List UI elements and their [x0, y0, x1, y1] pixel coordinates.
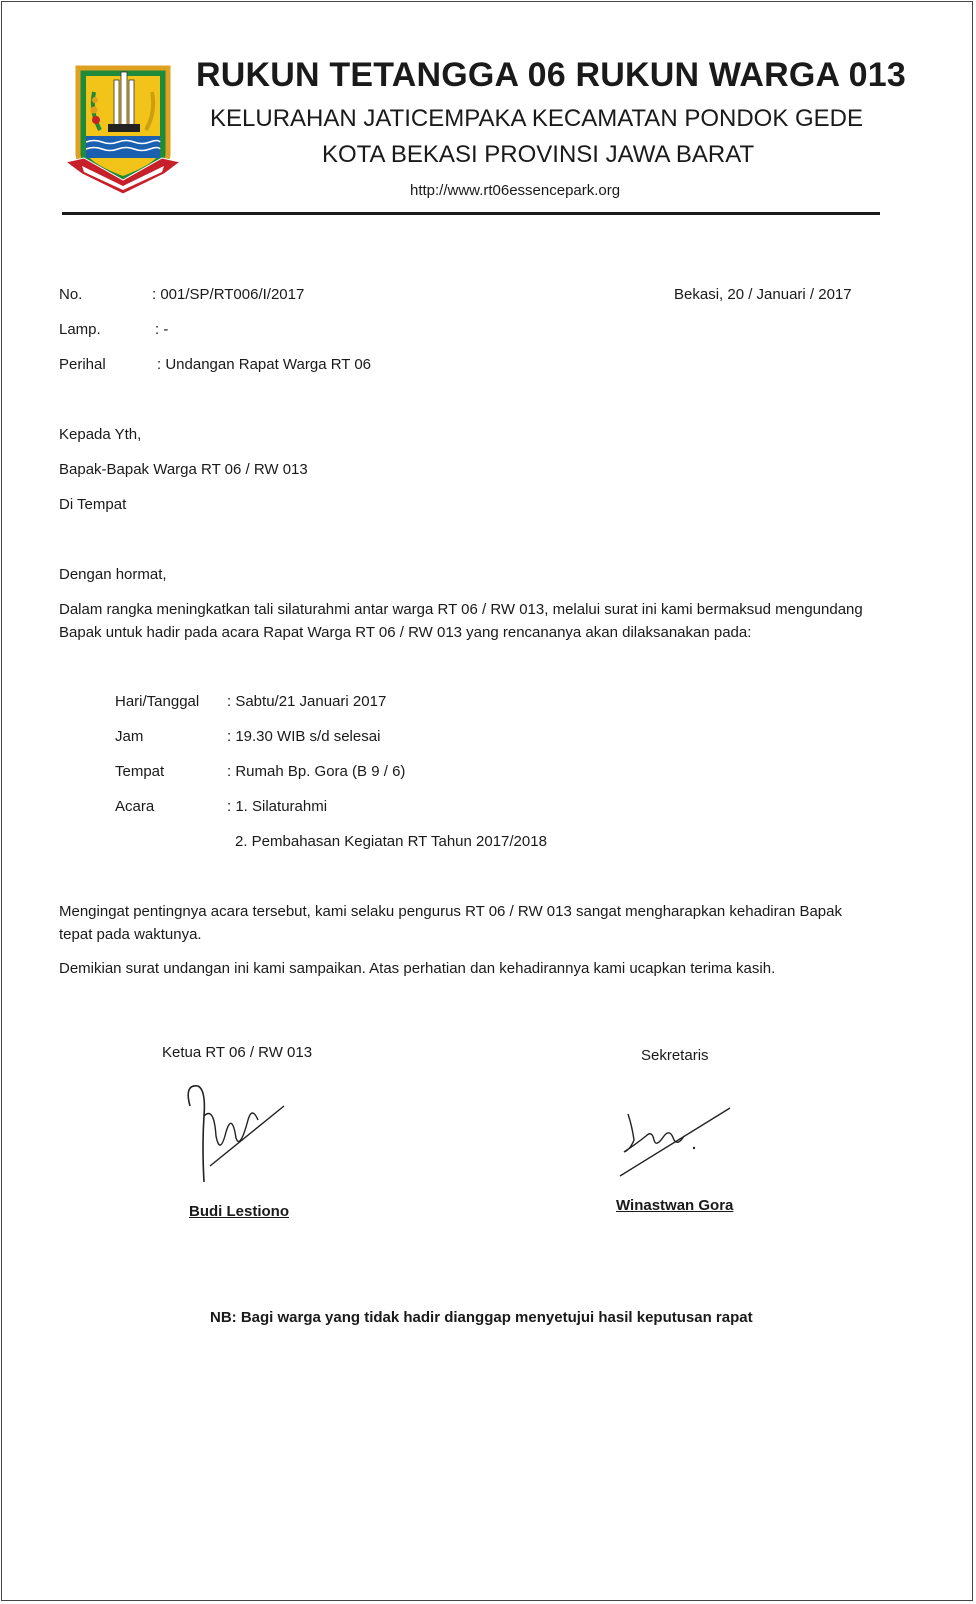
letter-date: Bekasi, 20 / Januari / 2017 [674, 286, 852, 303]
header-subtitle-kelurahan: KELURAHAN JATICEMPAKA KECAMATAN PONDOK GEDE [210, 105, 864, 132]
closing-1-line-2: tepat pada waktunya. [59, 926, 202, 943]
perihal-value: : Undangan Rapat Warga RT 06 [157, 356, 372, 373]
lamp-label: Lamp. [59, 321, 101, 338]
no-label: No. [59, 286, 83, 303]
signature-right-name: Winastwan Gora [616, 1197, 734, 1214]
kota-bekasi-emblem-icon [64, 62, 182, 198]
hari-value: : Sabtu/21 Januari 2017 [227, 693, 387, 710]
signature-right-title: Sekretaris [641, 1047, 709, 1064]
note: NB: Bagi warga yang tidak hadir dianggap menyetujui hasil keputusan rapat [210, 1309, 753, 1326]
greeting: Dengan hormat, [59, 566, 167, 583]
signature-left-title: Ketua RT 06 / RW 013 [162, 1044, 313, 1061]
recipient-line-2: Bapak-Bapak Warga RT 06 / RW 013 [59, 461, 308, 478]
hari-label: Hari/Tanggal [115, 693, 200, 710]
closing-2: Demikian surat undangan ini kami sampaikan. Atas perhatian dan kehadirannya kami ucapkan terima kasih. [59, 960, 776, 977]
intro-line-2: Bapak untuk hadir pada acara Rapat Warga RT 06 / RW 013 yang rencananya akan dilaksanakan pada: [59, 624, 752, 641]
header-divider [62, 212, 880, 215]
header-url: http://www.rt06essencepark.org [410, 182, 621, 199]
lamp-value: : - [155, 321, 169, 338]
header-subtitle-kota: KOTA BEKASI PROVINSI JAWA BARAT [322, 141, 755, 168]
tempat-label: Tempat [115, 763, 165, 780]
signature-left-icon [180, 1076, 290, 1188]
tempat-value: : Rumah Bp. Gora (B 9 / 6) [227, 763, 406, 780]
no-value: : 001/SP/RT006/I/2017 [152, 286, 305, 303]
signature-right-icon [612, 1100, 736, 1180]
acara-label: Acara [115, 798, 155, 815]
acara-value-2: 2. Pembahasan Kegiatan RT Tahun 2017/2018 [235, 833, 547, 850]
jam-value: : 19.30 WIB s/d selesai [227, 728, 381, 745]
acara-value-1: : 1. Silaturahmi [227, 798, 328, 815]
header-title: RUKUN TETANGGA 06 RUKUN WARGA 013 [196, 56, 906, 94]
intro-line-1: Dalam rangka meningkatkan tali silaturahmi antar warga RT 06 / RW 013, melalui surat ini kami bermaksud mengundang [59, 601, 863, 618]
signature-left-name: Budi Lestiono [189, 1203, 289, 1220]
recipient-line-1: Kepada Yth, [59, 426, 142, 443]
perihal-label: Perihal [59, 356, 106, 373]
closing-1-line-1: Mengingat pentingnya acara tersebut, kami selaku pengurus RT 06 / RW 013 sangat mengharapkan kehadiran Bapak [59, 903, 842, 920]
recipient-line-3: Di Tempat [59, 496, 127, 513]
jam-label: Jam [115, 728, 144, 745]
